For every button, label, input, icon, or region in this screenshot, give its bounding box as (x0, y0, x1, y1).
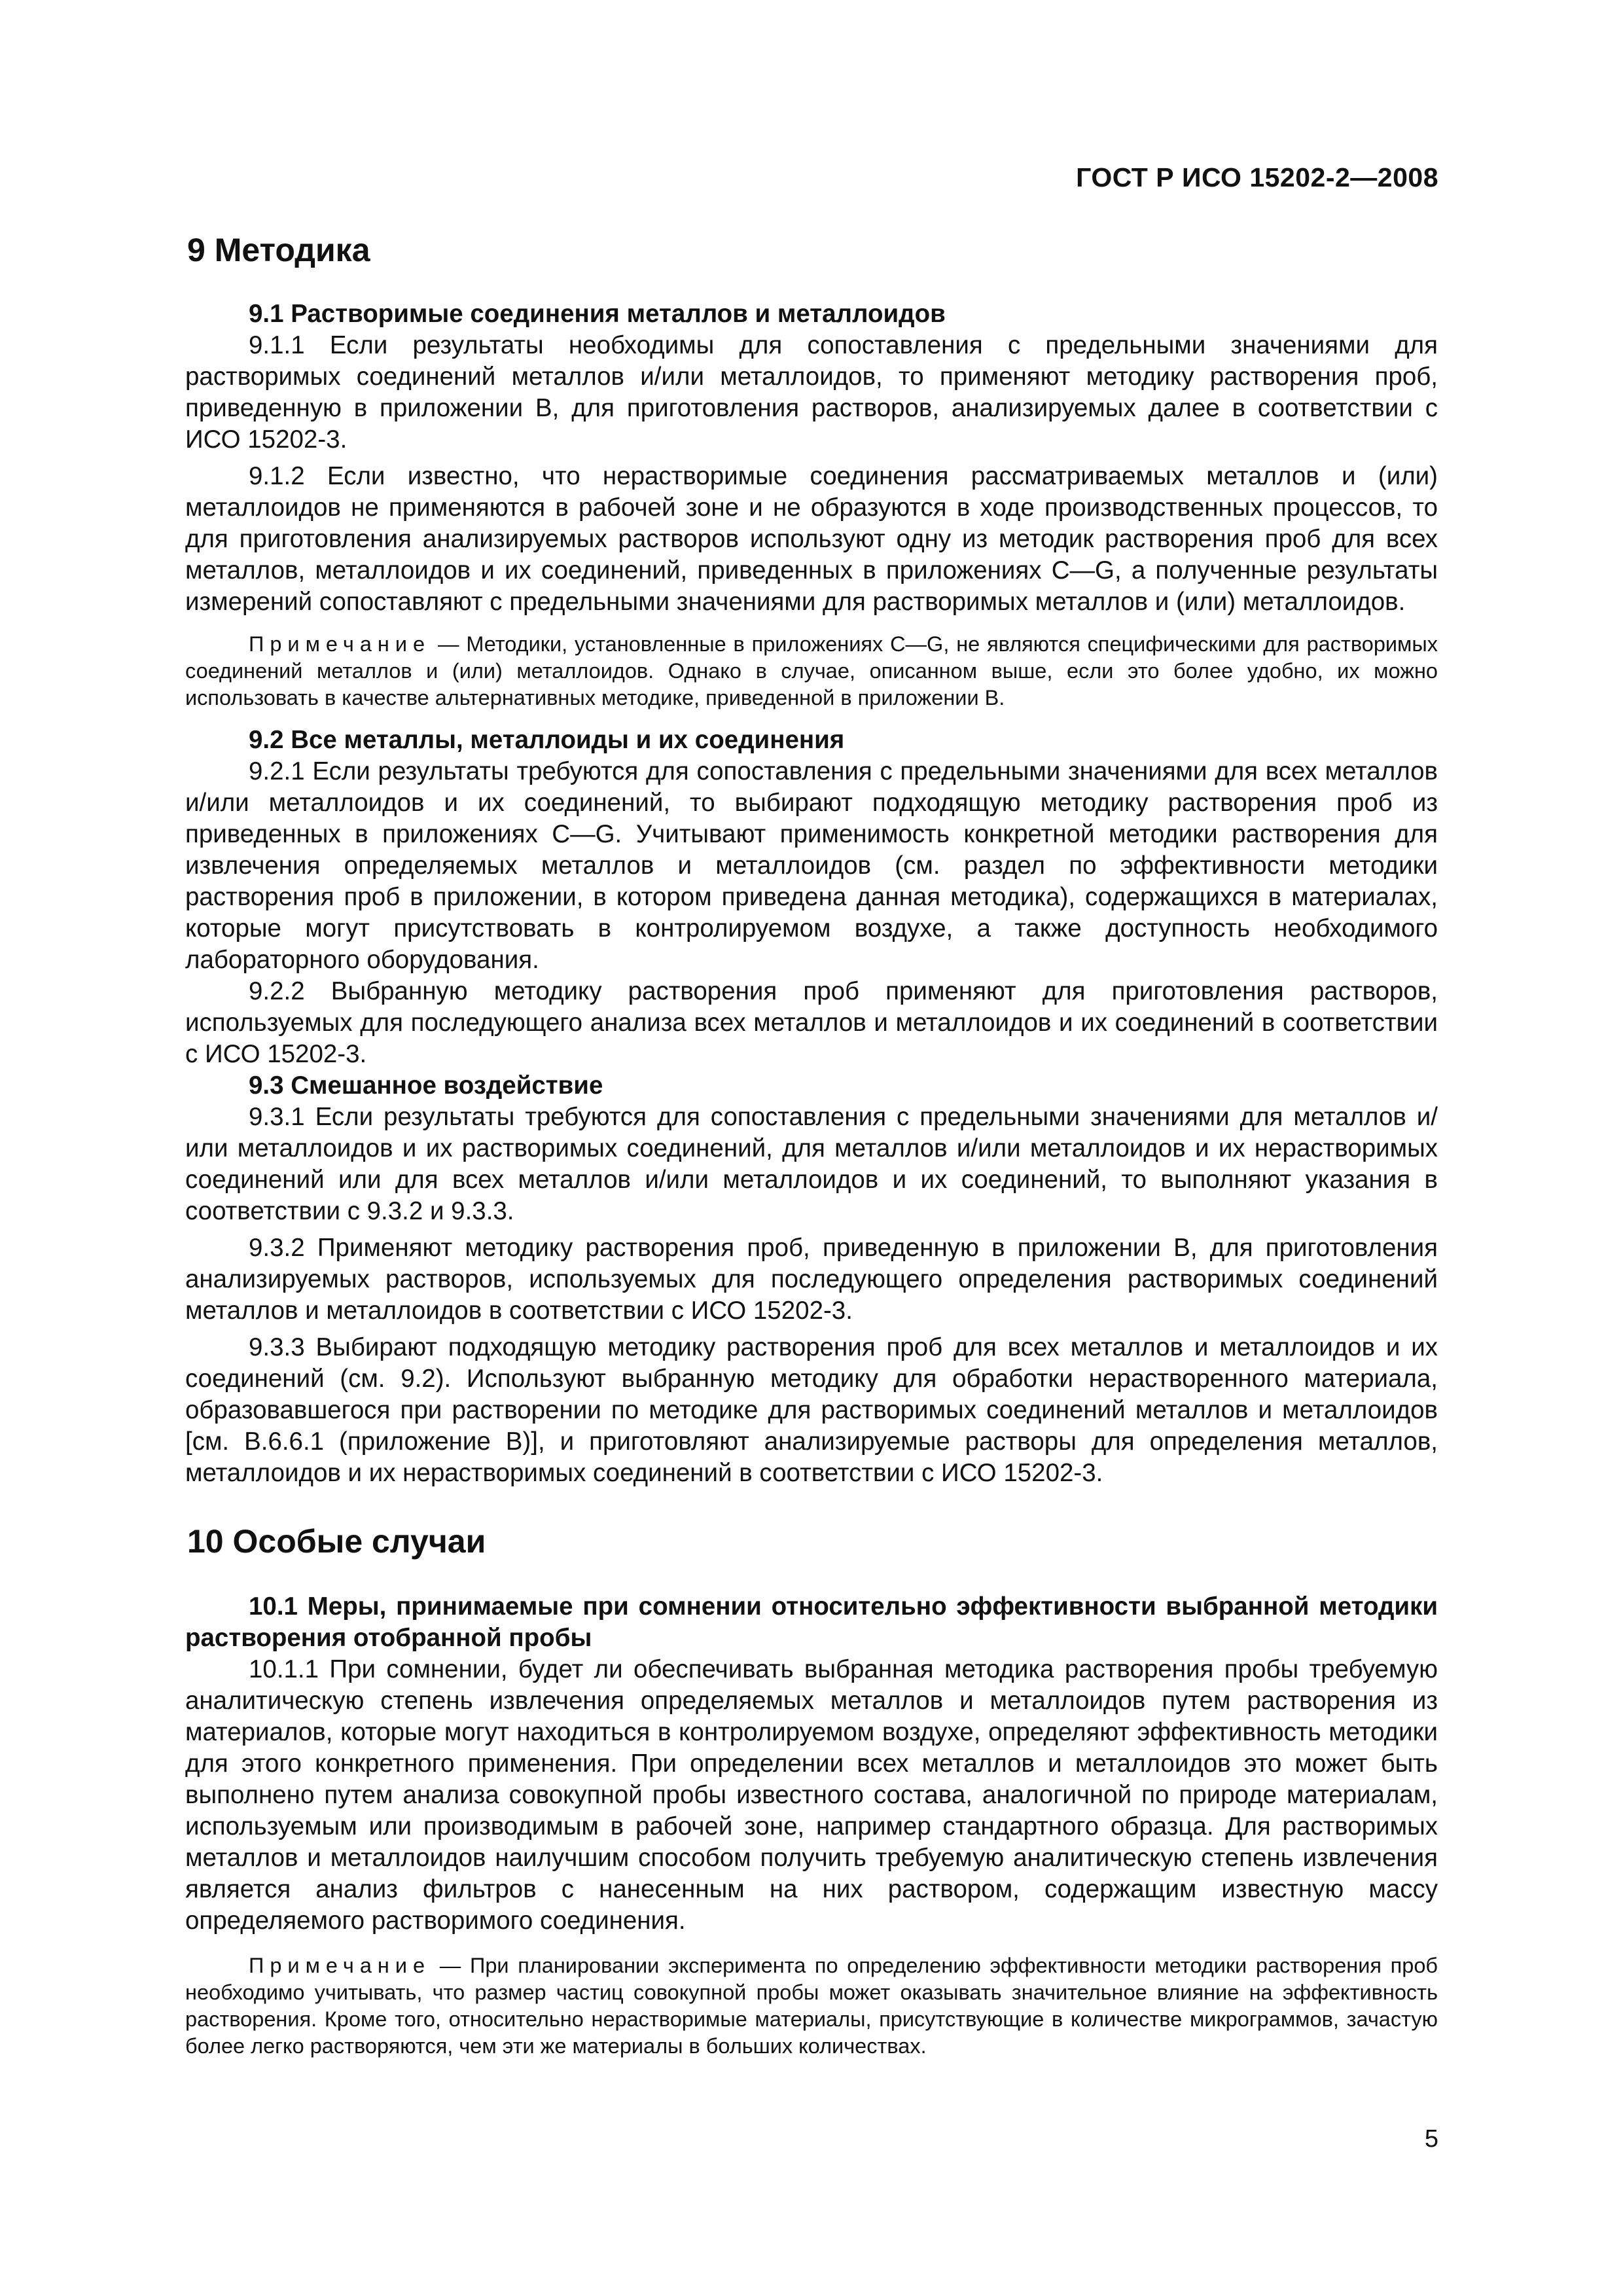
page-number: 5 (1424, 2125, 1438, 2153)
note-label: Примечание (249, 632, 431, 656)
paragraph-9-2-2: 9.2.2 Выбранную методику растворения проб применяют для приготовления растворов, используемых для последующего анализа всех металлов и металлоидов и их соединений в соответствии с ИСО 15202-3. (185, 977, 1438, 1068)
subsection-10-1-heading: 10.1 Меры, принимаемые при сомнении относительно эффективности выбранной методики растворения отобранной пробы (185, 1592, 1438, 1652)
paragraph-9-3-2: 9.3.2 Применяют методику растворения проб, приведенную в приложении В, для приготовления анализируемых растворов, используемых для последующего определения растворимых соединений металлов и металлоидов в соответствии с ИСО 15202-3. (185, 1234, 1438, 1325)
note-text: — Методики, установленные в приложениях С—G, не являются специфическими для растворимых соединений металлов и (или) металлоидов. Однако в случае, описанном выше, если это более удобно, их можно использовать в качестве альтернативных методике, приведенной в приложении В. (185, 632, 1438, 709)
paragraph-9-3-3: 9.3.3 Выбирают подходящую методику растворения проб для всех металлов и металлоидов и их соединений (см. 9.2). Используют выбранную методику для обработки нерастворенного материала, образовавшегося при растворении по методике для растворимых соединений металлов и металлоидов [см. В.6.6.1 (приложение В)], и приготовляют анализируемые растворы для определения металлов, металлоидов и их нерастворимых соединений в соответствии с ИСО 15202-3. (185, 1333, 1438, 1487)
paragraph-9-2-1: 9.2.1 Если результаты требуются для сопоставления с предельными значениями для всех металлов и/или металлоидов и их соединений, то выбирают подходящую методику растворения проб из приведенных в приложениях С—G. Учитывают применимость конкретной методики растворения для извлечения определяемых металлов и металлоидов (см. раздел по эффективности методики растворения проб в приложении, в котором приведена данная методика), содержащихся в материалах, которые могут присутствовать в контролируемом воздухе, а также доступность необходимого лабораторного оборудования. (185, 757, 1438, 974)
note-text: — При планировании эксперимента по определению эффективности методики растворения проб необходимо учитывать, что размер частиц совокупной пробы может оказывать значительное влияние на эффективность растворения. Кроме того, относительно нерастворимые материалы, присутствующие в количестве микрограммов, зачастую более легко растворяются, чем эти же материалы в больших количествах. (185, 1954, 1438, 2058)
subsection-9-2-heading: 9.2 Все металлы, металлоиды и их соединения (249, 726, 845, 754)
page-content (185, 230, 1438, 2073)
document-code-header: ГОСТ Р ИСО 15202-2—2008 (1076, 162, 1438, 192)
paragraph-9-1-1: 9.1.1 Если результаты необходимы для сопоставления с предельными значениями для растворимых соединений металлов и/или металлоидов, то применяют методику растворения проб, приведенную в приложении В, для приготовления растворов, анализируемых далее в соответствии с ИСО 15202-3. (185, 331, 1438, 454)
note-label: Примечание (249, 1954, 431, 1977)
note-10-1 (185, 1952, 1438, 2060)
section-9-heading: 9 Методика (187, 232, 370, 268)
paragraph-10-1-1: 10.1.1 При сомнении, будет ли обеспечивать выбранная методика растворения пробы требуемую аналитическую степень извлечения определяемых металлов и металлоидов путем растворения из материалов, которые могут находиться в контролируемом воздухе, определяют эффективность методики для этого конкретного применения. При определении всех металлов и металлоидов это может быть выполнено путем анализа совокупной пробы известного состава, аналогичной по природе материалам, используемым или производимым в рабочей зоне, например стандартного образца. Для растворимых металлов и металлоидов наилучшим способом получить требуемую аналитическую степень извлечения является анализ фильтров с нанесенным на них раствором, содержащим известную массу определяемого растворимого соединения. (185, 1655, 1438, 1935)
subsection-9-3-heading: 9.3 Смешанное воздействие (249, 1071, 603, 1100)
paragraph-9-1-2: 9.1.2 Если известно, что нерастворимые соединения рассматриваемых металлов и (или) металлоидов не применяются в рабочей зоне и не образуются в ходе производственных процессов, то для приготовления анализируемых растворов используют одну из методик растворения проб для всех металлов, металлоидов и их соединений, приведенных в приложениях С—G, а полученные результаты измерений сопоставляют с предельными значениями для растворимых металлов и (или) металлоидов. (185, 462, 1438, 616)
note-9-1 (185, 631, 1438, 711)
paragraph-9-3-1: 9.3.1 Если результаты требуются для сопоставления с предельными значениями для металлов и/или металлоидов и их растворимых соединений, для металлов и/или металлоидов и их нерастворимых соединений или для всех металлов и/или металлоидов и их соединений, то выполняют указания в соответствии с 9.3.2 и 9.3.3. (185, 1103, 1438, 1225)
section-10-heading: 10 Особые случаи (187, 1523, 486, 1560)
subsection-9-1-heading: 9.1 Растворимые соединения металлов и металлоидов (249, 300, 946, 328)
